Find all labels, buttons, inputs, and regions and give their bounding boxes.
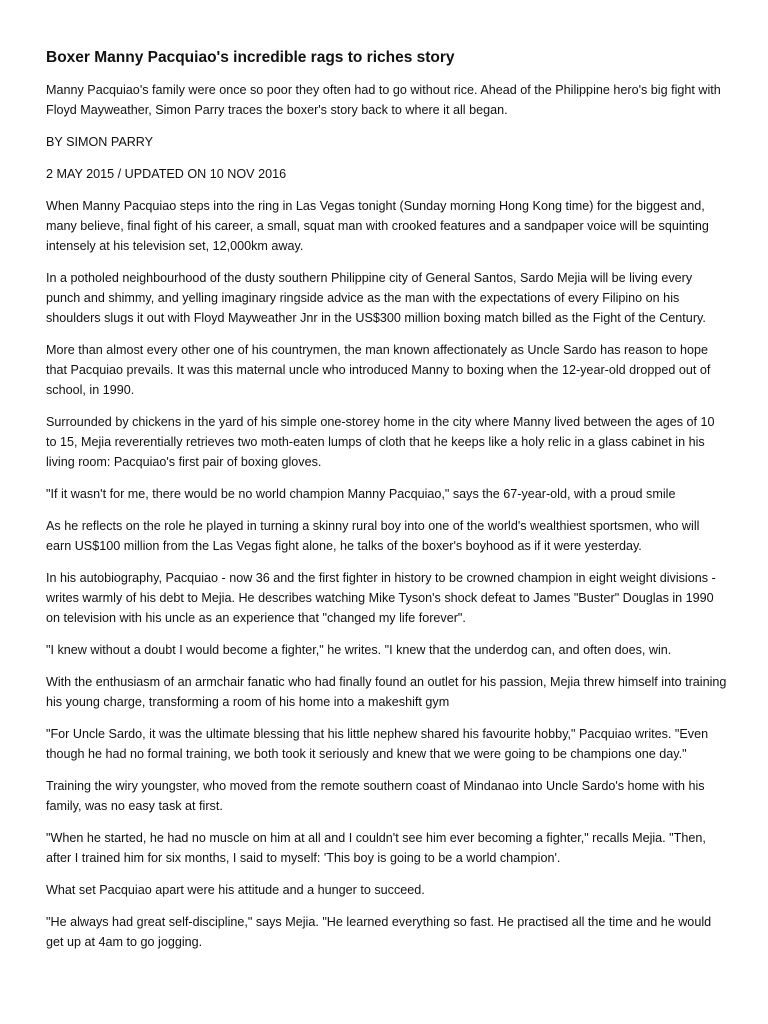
article-paragraph: "For Uncle Sardo, it was the ultimate blessing that his little nephew shared his favourite hobby," Pacquiao writes. "Even though he had no formal training, we both took it seriously and knew that we were going to be champions one day." [46,727,709,761]
article-paragraph: When Manny Pacquiao steps into the ring in Las Vegas tonight (Sunday morning Hong Kong time) for the biggest and, many believe, final fight of his career, a small, squat man with crooked features and a sandpaper voice will be squinting intensely at his television set, 12,000km away. [46,199,709,253]
article-paragraph: What set Pacquiao apart were his attitude and a hunger to succeed. [46,883,425,897]
article-paragraph: "He always had great self-discipline," says Mejia. "He learned everything so fast. He practised all the time and he would get up at 4am to go jogging. [46,915,712,949]
article-title: Boxer Manny Pacquiao's incredible rags to riches story [46,49,455,66]
article-paragraph: As he reflects on the role he played in turning a skinny rural boy into one of the world's wealthiest sportsmen, who will earn US$100 million from the Las Vegas fight alone, he talks of the boxer's boyhood as if it were yesterday. [46,519,700,553]
article-paragraph: "I knew without a doubt I would become a fighter," he writes. "I knew that the underdog can, and often does, win. [46,643,672,657]
article-standfirst: Manny Pacquiao's family were once so poor they often had to go without rice. Ahead of the Philippine hero's big fight with Floyd Mayweather, Simon Parry traces the boxer's story back to where it all began. [46,83,721,117]
article-paragraph: In his autobiography, Pacquiao - now 36 and the first fighter in history to be crowned champion in eight weight divisions - writes warmly of his debt to Mejia. He describes watching Mike Tyson's shock defeat to James "Buster" Douglas in 1990 on television with his uncle as an experience that "changed my life forever". [46,571,716,625]
article-paragraph: More than almost every other one of his countrymen, the man known affectionately as Uncle Sardo has reason to hope that Pacquiao prevails. It was this maternal uncle who introduced Manny to boxing when the 12-year-old dropped out of school, in 1990. [46,343,711,397]
article-paragraph: Training the wiry youngster, who moved from the remote southern coast of Mindanao into Uncle Sardo's home with his family, was no easy task at first. [46,779,705,813]
article-paragraph: Surrounded by chickens in the yard of his simple one-storey home in the city where Manny lived between the ages of 10 to 15, Mejia reverentially retrieves two moth-eaten lumps of cloth that he keeps like a holy relic in a glass cabinet in his living room: Pacquiao's first pair of boxing gloves. [46,415,715,469]
article-dateline: 2 MAY 2015 / UPDATED ON 10 NOV 2016 [46,167,287,181]
article-paragraph: In a potholed neighbourhood of the dusty southern Philippine city of General Santos, Sardo Mejia will be living every punch and shimmy, and yelling imaginary ringside advice as the man with the expectations of every Filipino on his shoulders slugs it out with Floyd Mayweather Jnr in the US$300 million boxing match billed as the Fight of the Century. [46,271,706,325]
article-paragraph: With the enthusiasm of an armchair fanatic who had finally found an outlet for his passion, Mejia threw himself into training his young charge, transforming a room of his home into a makeshift gym [46,675,727,709]
article-paragraph: "When he started, he had no muscle on him at all and I couldn't see him ever becoming a fighter," recalls Mejia. "Then, after I trained him for six months, I said to myself: 'This boy is going to be a world champion'. [46,831,706,865]
article-paragraph: "If it wasn't for me, there would be no world champion Manny Pacquiao," says the 67-year-old, with a proud smile [46,487,676,501]
article-byline: BY SIMON PARRY [46,135,154,149]
